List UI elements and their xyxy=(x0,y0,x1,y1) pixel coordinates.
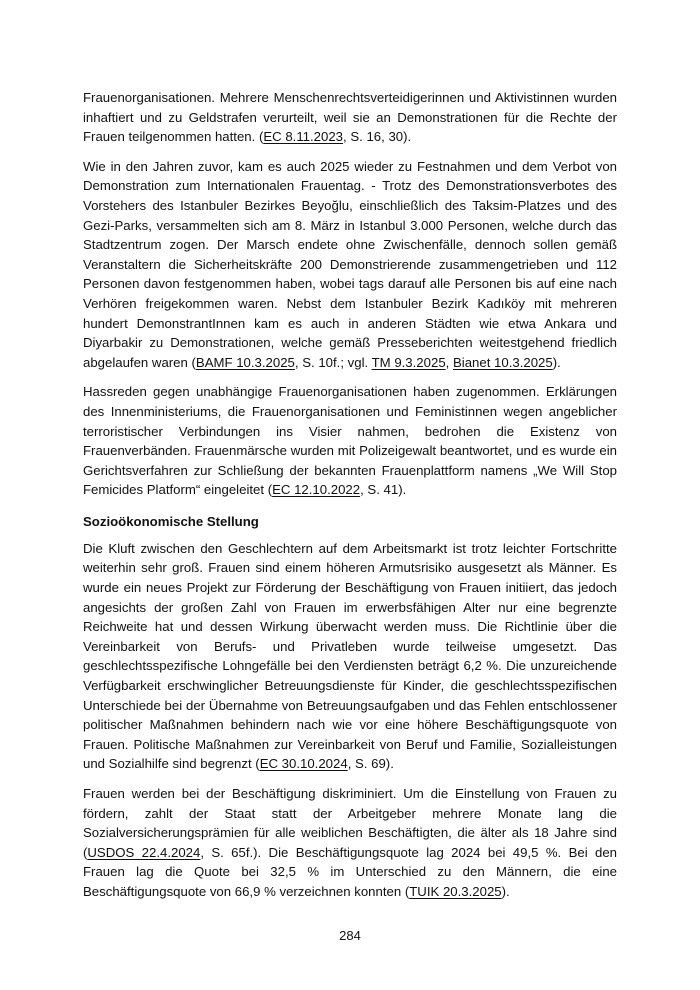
citation-link[interactable]: EC 12.10.2022 xyxy=(272,482,361,498)
paragraph-text: , S. 69). xyxy=(347,756,394,772)
paragraph-text: Frauen werden bei der Beschäftigung diskriminiert. Um die Einstellung von Frauen zu fördern, zahlt der Staat statt der Arbeitgeber mehrere Monate lang die Sozialversicherungsprämien für alle weiblichen Beschäftigten, die älter als 18 Jahre sind ( xyxy=(83,786,617,860)
paragraph-text: Frauenorganisationen. Mehrere Menschenrechtsverteidigerinnen und Aktivistinnen wurden inhaftiert und zu Geldstrafen verurteilt, weil sie an Demonstrationen für die Rechte der Frauen teilgenommen hatten. ( xyxy=(83,90,617,145)
citation-link[interactable]: Bianet 10.3.2025 xyxy=(452,354,553,370)
paragraph-text: , S. 41). xyxy=(360,482,407,498)
citation-link[interactable]: EC 30.10.2024 xyxy=(259,756,348,772)
paragraph-text: , S. 65f.). Die Beschäftigungsquote lag 2024 bei 49,5 %. Bei den Frauen lag die Quote bei 32,5 % im Unterschied zu den Männern, die eine Beschäftigungsquote von 66,9 % verzeichnen konnten ( xyxy=(83,844,617,899)
paragraph-text: ). xyxy=(552,354,561,370)
paragraph-text: , S. 16, 30). xyxy=(343,129,412,145)
citation-link[interactable]: EC 8.11.2023 xyxy=(263,129,344,145)
paragraph-text: Wie in den Jahren zuvor, kam es auch 2025 wieder zu Festnahmen und dem Verbot von Demonstration zum Internationalen Frauentag. - Trotz des Demonstrationsverbotes des Vorstehers des Istanbuler Bezirkes Beyoğlu, einschließlich des Taksim-Platzes und des Gezi-Parks, versammelten sich am 8. März in Istanbul 3.000 Personen, welche durch das Stadtzentrum zogen. Der Marsch endete ohne Zwischenfälle, dennoch sollen gemäß Veranstaltern die Sicherheitskräfte 200 Demonstrierende zusammengetrieben und 112 Personen davon festgenommen haben, wobei tags darauf alle Personen bis auf eine nach Verhören freigekommen waren. Nebst dem Istanbuler Bezirk Kadıköy mit mehreren hundert DemonstrantInnen kam es auch in anderen Städten wie etwa Ankara und Diyarbakir zu Demonstrationen, welche gemäß Presseberichten weitestgehend friedlich abgelaufen waren ( xyxy=(83,158,617,370)
paragraph-text: , S. 10f.; vgl. xyxy=(294,354,372,370)
citation-link[interactable]: TUIK 20.3.2025 xyxy=(409,883,502,899)
citation-link[interactable]: BAMF 10.3.2025 xyxy=(195,354,295,370)
citation-link[interactable]: TM 9.3.2025 xyxy=(371,354,446,370)
paragraph-p3 xyxy=(83,382,617,500)
section-heading xyxy=(83,512,617,531)
paragraph-p5 xyxy=(83,784,617,902)
paragraph-text: Die Kluft zwischen den Geschlechtern auf dem Arbeitsmarkt ist trotz leichter Fortschritte weiterhin sehr groß. Frauen sind einem höheren Armutsrisiko ausgesetzt als Männer. Es wurde ein neues Projekt zur Förderung der Beschäftigung von Frauen initiiert, das jedoch angesichts der großen Zahl von Frauen im erwerbsfähigen Alter nur eine begrenzte Reichweite hat und dessen Wirkung überwacht werden muss. Die Richtlinie über die Vereinbarkeit von Berufs- und Privatleben wurde teilweise umgesetzt. Das geschlechtsspezifische Lohngefälle bei den Verdiensten beträgt 6,2 %. Die unzureichende Verfügbarkeit erschwinglicher Betreuungsdienste für Kinder, die geschlechtsspezifischen Unterschiede bei der Übernahme von Betreuungsaufgaben und das Fehlen entschlossener politischer Maßnahmen behindern nach wie vor eine höhere Beschäftigungsquote von Frauen. Politische Maßnahmen zur Vereinbarkeit von Beruf und Familie, Sozialleistungen und Sozialhilfe sind begrenzt ( xyxy=(83,540,617,772)
document-body xyxy=(83,88,617,912)
page-number: 284 xyxy=(339,928,361,943)
paragraph-p4 xyxy=(83,539,617,774)
citation-link[interactable]: USDOS 22.4.2024 xyxy=(87,844,201,860)
paragraph-text: Hassreden gegen unabhängige Frauenorganisationen haben zugenommen. Erklärungen des Innenministeriums, die Frauenorganisationen und Feministinnen wegen angeblicher terroristischer Verbindungen ins Visier nahmen, bedrohen die Existenz von Frauenverbänden. Frauenmärsche wurden mit Polizeigewalt beantwortet, und es wurde ein Gerichtsverfahren zur Schließung der bekannten Frauenplattform namens „We Will Stop Femicides Platform“ eingeleitet ( xyxy=(83,384,617,498)
paragraph-text: ). xyxy=(501,883,510,899)
paragraph-p1 xyxy=(83,88,617,147)
paragraph-p2 xyxy=(83,157,617,373)
paragraph-text: Sozioökonomische Stellung xyxy=(83,513,259,529)
paragraph-text: , xyxy=(445,354,453,370)
